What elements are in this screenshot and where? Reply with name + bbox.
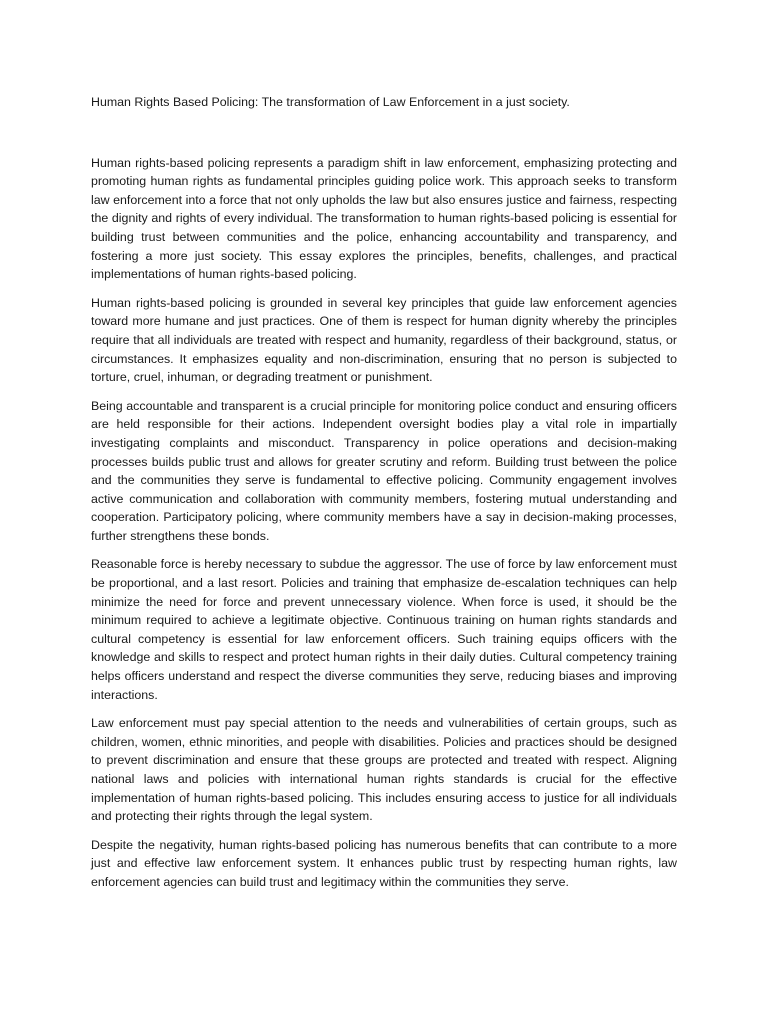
paragraph-introduction: Human rights-based policing represents a paradigm shift in law enforcement, emphasizing protecting and promoting human rights as fundamental principles guiding police work. This approach seeks to transform law enforcement into a force that not only upholds the law but also ensures justice and fairness, respecting the dignity and rights of every individual. The transformation to human rights-based policing is essential for building trust between communities and the police, enhancing accountability and transparency, and fostering a more just society. This essay explores the principles, benefits, challenges, and practical implementations of human rights-based policing. — [91, 155, 677, 282]
paragraph-benefits: Despite the negativity, human rights-based policing has numerous benefits that can contribute to a more just and effective law enforcement system. It enhances public trust by respecting human rights, law enforcement agencies can build trust and legitimacy within the communities they serve. — [91, 837, 677, 889]
paragraph-principles: Human rights-based policing is grounded in several key principles that guide law enforcement agencies toward more humane and just practices. One of them is respect for human dignity whereby the principles require that all individuals are treated with respect and humanity, regardless of their background, status, or circumstances. It emphasizes equality and non-discrimination, ensuring that no person is subjected to torture, cruel, inhuman, or degrading treatment or punishment. — [91, 295, 677, 385]
paragraph-vulnerable-groups: Law enforcement must pay special attention to the needs and vulnerabilities of certain groups, such as children, women, ethnic minorities, and people with disabilities. Policies and practices should be designed to prevent discrimination and ensure that these groups are protected and treated with respect. Aligning national laws and policies with international human rights standards is crucial for the effective implementation of human rights-based policing. This includes ensuring access to justice for all individuals and protecting their rights through the legal system. — [91, 716, 677, 824]
paragraph-accountability: Being accountable and transparent is a crucial principle for monitoring police conduct and ensuring officers are held responsible for their actions. Independent oversight bodies play a vital role in impartially investigating complaints and misconduct. Transparency in police operations and decision-making processes builds public trust and allows for greater scrutiny and reform. Building trust between the police and the communities they serve is fundamental to effective policing. Community engagement involves active communication and collaboration with community members, fostering mutual understanding and cooperation. Participatory policing, where community members have a say in decision-making processes, further strengthens these bonds. — [91, 398, 677, 543]
paragraph-reasonable-force: Reasonable force is hereby necessary to subdue the aggressor. The use of force by law enforcement must be proportional, and a last resort. Policies and training that emphasize de-escalation techniques can help minimize the need for force and prevent unnecessary violence. When force is used, it should be the minimum required to achieve a legitimate objective. Continuous training on human rights standards and cultural competency is essential for law enforcement officers. Such training equips officers with the knowledge and skills to respect and protect human rights in their daily duties. Cultural competency training helps officers understand and respect the diverse communities they serve, reducing biases and improving interactions. — [91, 557, 677, 702]
document-page — [91, 93, 677, 892]
document-title: Human Rights Based Policing: The transformation of Law Enforcement in a just society. — [91, 95, 570, 109]
